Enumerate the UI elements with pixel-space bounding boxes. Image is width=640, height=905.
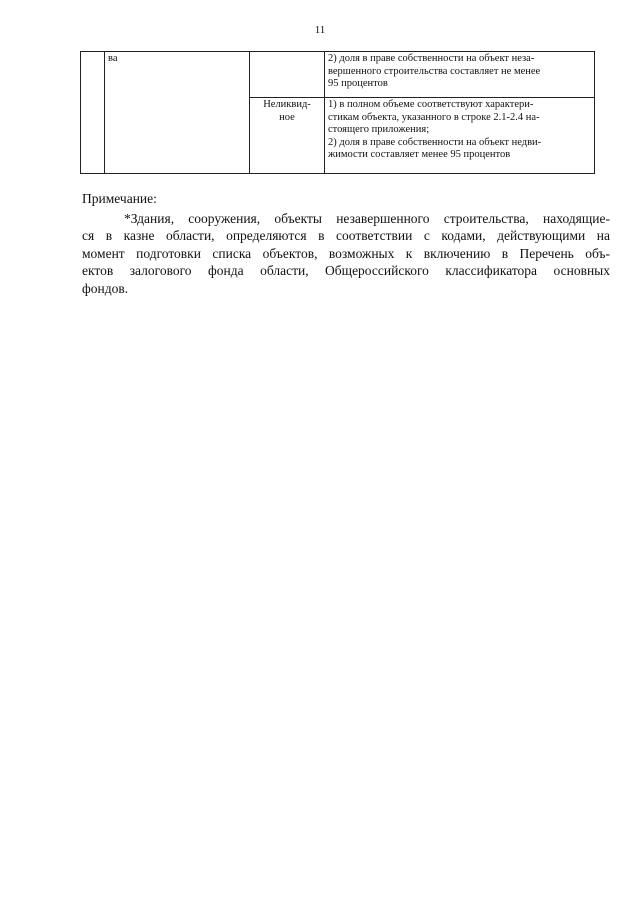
table-cell-category [105,52,250,174]
notes-line: фондов. [82,280,129,296]
criteria-table-fragment [80,51,595,174]
notes-title: Примечание: [82,191,157,206]
category-text: ва [108,53,118,64]
condition-line: вершенного строительства составляет не менее [328,65,541,77]
condition-line: жимости составляет менее 95 процентов [328,149,511,160]
notes-section [82,190,610,297]
table-cell-condition [325,52,595,98]
condition-line: 95 процентов [328,78,388,89]
notes-line: ектов залогового фонда области, Общероссийского классификатора основных [82,263,610,278]
liquidity-label-line: ное [279,111,295,123]
table-row [81,52,595,98]
page-number: 11 [314,24,326,36]
table-cell-condition [325,98,595,174]
condition-line: 2) доля в праве собственности на объект неза- [328,53,535,64]
table-cell-index [81,52,105,174]
table-cell-liquidity [250,98,325,174]
condition-line: 1) в полном объеме соответствуют характери- [328,99,534,110]
notes-body [82,210,610,298]
notes-line: момент подготовки списка объектов, возможных к включению в Перечень объ- [82,245,610,261]
condition-line: стоящего приложения; [328,124,430,135]
condition-line: 2) доля в праве собственности на объект недви- [328,136,542,148]
notes-line: ся в казне области, определяются в соответствии с кодами, действующими на [82,228,610,243]
notes-line: *Здания, сооружения, объекты незавершенного строительства, находящие- [124,210,610,226]
table-cell-liquidity [250,52,325,98]
condition-line: стикам объекта, указанного в строке 2.1-2.4 на- [328,111,540,123]
liquidity-label-line: Неликвид- [263,99,311,110]
